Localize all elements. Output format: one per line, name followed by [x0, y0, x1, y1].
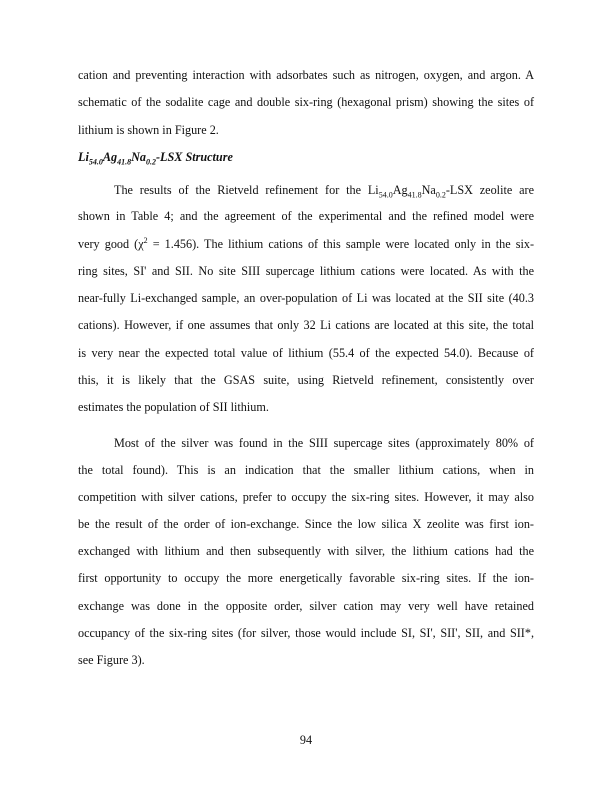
supscript: 2 — [143, 235, 148, 245]
subscript: 0.2 — [145, 157, 156, 167]
text-run: exchanged with lithium and then subsequently with silver, the lithium cations had the — [78, 544, 534, 558]
text-run: Ag — [392, 183, 408, 197]
text-line — [78, 68, 534, 82]
text-line — [78, 346, 534, 360]
text-run: is very near the expected total value of lithium (55.4 of the expected 54.0). Because of — [78, 346, 534, 360]
text-run: Ag — [102, 150, 118, 164]
text-line — [78, 599, 534, 613]
text-run: cations). However, if one assumes that only 32 Li cations are located at this site, the total — [78, 318, 534, 332]
text-run: the total found). This is an indication that the smaller lithium cations, when in — [78, 463, 534, 477]
subscript: 41.8 — [117, 157, 132, 167]
subscript: 41.8 — [407, 190, 422, 200]
text-line — [78, 626, 534, 640]
subscript: 54.0 — [88, 157, 103, 167]
text-line — [78, 400, 534, 414]
text-line — [78, 237, 534, 251]
text-line — [114, 436, 534, 450]
page-number: 94 — [299, 733, 313, 747]
text-line — [78, 653, 534, 667]
text-run: -LSX zeolite are — [445, 183, 534, 197]
text-line — [78, 209, 534, 223]
text-run: be the result of the order of ion-exchange. Since the low silica X zeolite was first ion- — [78, 517, 534, 531]
text-run: exchange was done in the opposite order, silver cation may very well have retained — [78, 599, 534, 613]
text-line — [78, 291, 534, 305]
section-heading — [78, 150, 534, 167]
text-line — [78, 544, 534, 558]
text-line — [78, 571, 534, 585]
text-run: Na — [131, 150, 146, 164]
text-run: occupancy of the six-ring sites (for silver, those would include SI, SI', SII', SII, and SII*, — [78, 626, 534, 640]
text-run: near-fully Li-exchanged sample, an over-population of Li was located at the SII site (40.3 — [78, 291, 534, 305]
text-line — [78, 490, 534, 504]
text-run: The results of the Rietveld refinement for the Li — [114, 183, 379, 197]
text-run: estimates the population of SII lithium. — [78, 400, 269, 414]
text-line — [78, 463, 534, 477]
text-line — [78, 264, 534, 278]
text-run: -LSX Structure — [155, 150, 233, 164]
text-run: this, it is likely that the GSAS suite, using Rietveld refinement, consistently over — [78, 373, 534, 387]
text-run: very good (χ — [78, 237, 144, 251]
subscript: 0.2 — [435, 190, 446, 200]
text-line — [78, 318, 534, 332]
text-run: see Figure 3). — [78, 653, 145, 667]
text-run: ring sites, SI' and SII. No site SIII supercage lithium cations were located. As with the — [78, 264, 534, 278]
text-line — [114, 183, 534, 200]
subscript: 54.0 — [378, 190, 393, 200]
text-run: competition with silver cations, prefer to occupy the six-ring sites. However, it may also — [78, 490, 534, 504]
text-run: first opportunity to occupy the more energetically favorable six-ring sites. If the ion- — [78, 571, 534, 585]
text-run: schematic of the sodalite cage and double six-ring (hexagonal prism) showing the sites of — [78, 95, 534, 109]
text-line — [78, 123, 534, 137]
text-run: = 1.456). The lithium cations of this sample were located only in the six- — [147, 237, 535, 251]
text-run: Li — [78, 150, 89, 164]
text-run: Na — [421, 183, 436, 197]
text-line — [78, 95, 534, 109]
text-line — [78, 517, 534, 531]
text-run: lithium is shown in Figure 2. — [78, 123, 219, 137]
text-line — [78, 373, 534, 387]
text-run: shown in Table 4; and the agreement of the experimental and the refined model were — [78, 209, 534, 223]
text-run: cation and preventing interaction with adsorbates such as nitrogen, oxygen, and argon. A — [78, 68, 534, 82]
text-run: Most of the silver was found in the SIII supercage sites (approximately 80% of — [114, 436, 534, 450]
